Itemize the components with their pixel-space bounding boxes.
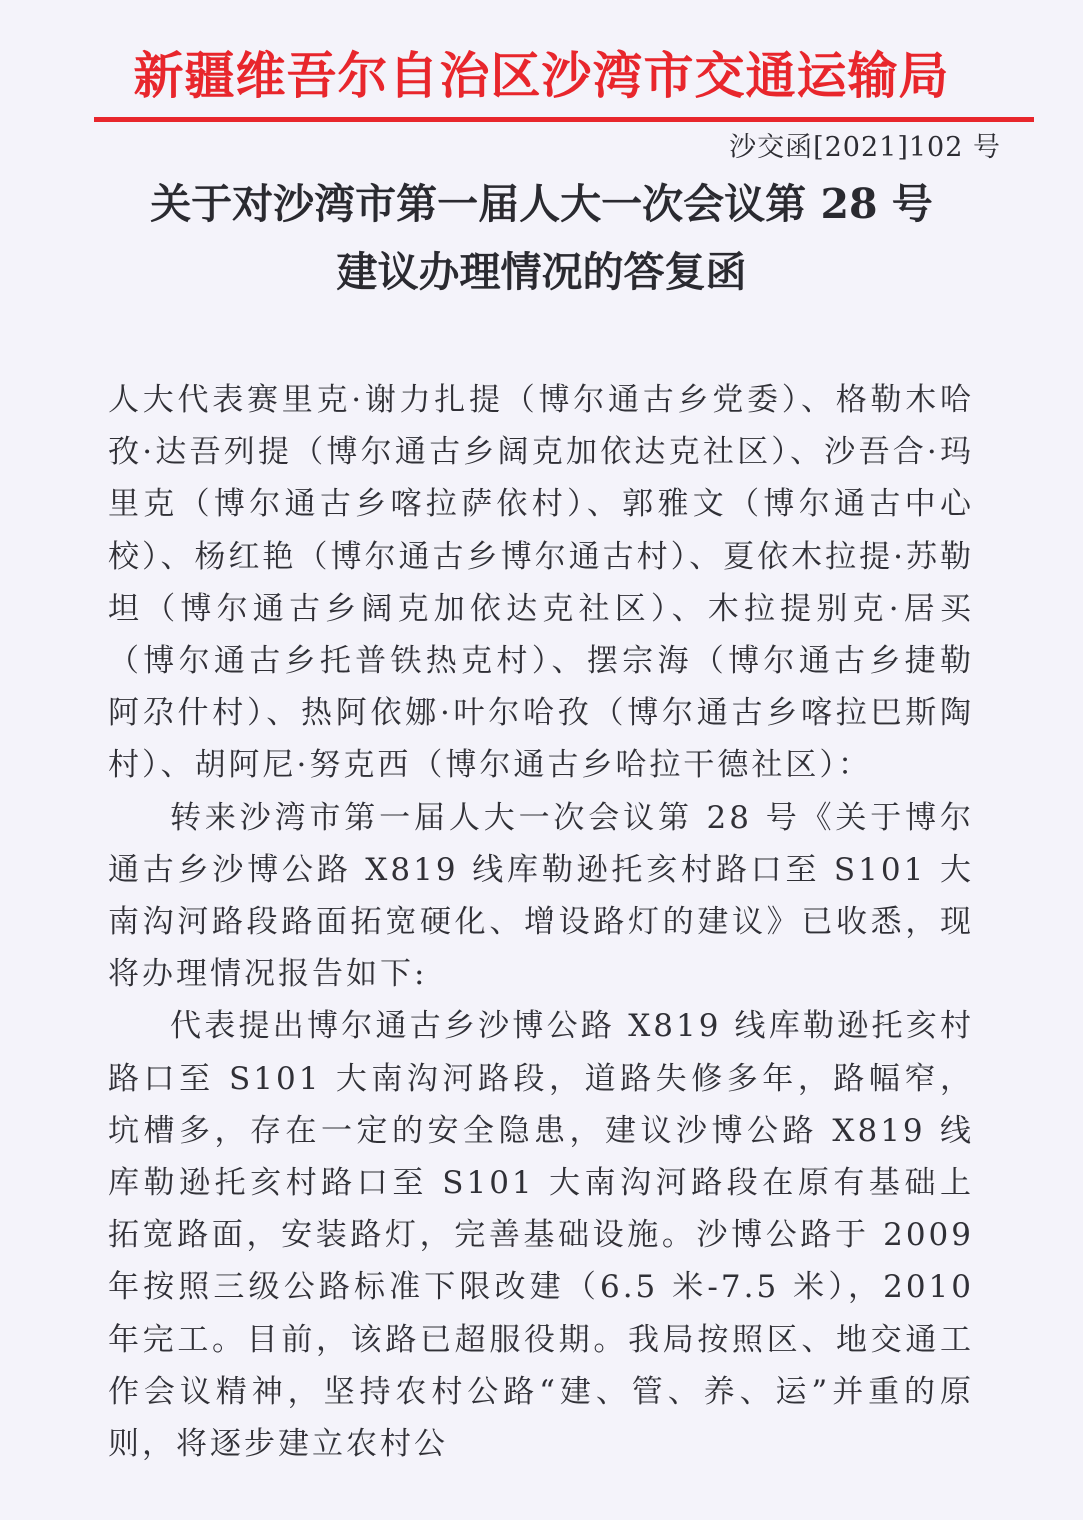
document-title-line-2: 建议办理情况的答复函 — [336, 248, 747, 296]
letterhead-red-rule — [94, 117, 1034, 122]
addressees-paragraph: 人大代表赛里克·谢力扎提（博尔通古乡党委）、格勒木哈孜·达吾列提（博尔通古乡阔克加依达克社区）、沙吾合·玛里克（博尔通古乡喀拉萨依村）、郭雅文（博尔通古中心校）、杨红艳（博尔通古乡博尔通古村）、夏依木拉提·苏勒坦（博尔通古乡阔克加依达克社区）、木拉提别克·居买（博尔通古乡托普铁热克村）、摆宗海（博尔通古乡捷勒阿尕什村）、热阿依娜·叶尔哈孜（博尔通古乡喀拉巴斯陶村）、胡阿尼·努克西（博尔通古乡哈拉干德社区）： — [108, 382, 974, 784]
agency-letterhead: 新疆维吾尔自治区沙湾市交通运输局 — [133, 46, 950, 105]
letter-body — [108, 374, 974, 1470]
document-number: 沙交函[2021]102 号 — [729, 132, 1001, 163]
body-paragraph-2: 代表提出博尔通古乡沙博公路 X819 线库勒逊托亥村路口至 S101 大南沟河路段，道路失修多年，路幅窄，坑槽多，存在一定的安全隐患，建议沙博公路 X819 线库勒逊托亥村路口至 S101 大南沟河路段在原有基础上拓宽路面，安装路灯，完善基础设施。沙博公路于 2009 年按照三级公路标准下限改建（6.5 米-7.5 米），2010 年完工。目前，该路已超服役期。我局按照区、地交通工作会议精神，坚持农村公路“建、管、养、运”并重的原则，将逐步建立农村公 — [108, 1008, 974, 1463]
body-paragraph-1: 转来沙湾市第一届人大一次会议第 28 号《关于博尔通古乡沙博公路 X819 线库勒逊托亥村路口至 S101 大南沟河路段路面拓宽硬化、增设路灯的建议》已收悉，现将办理情况报告如下: — [108, 799, 974, 993]
document-title-line-1: 关于对沙湾市第一届人大一次会议第 28 号 — [150, 180, 933, 228]
